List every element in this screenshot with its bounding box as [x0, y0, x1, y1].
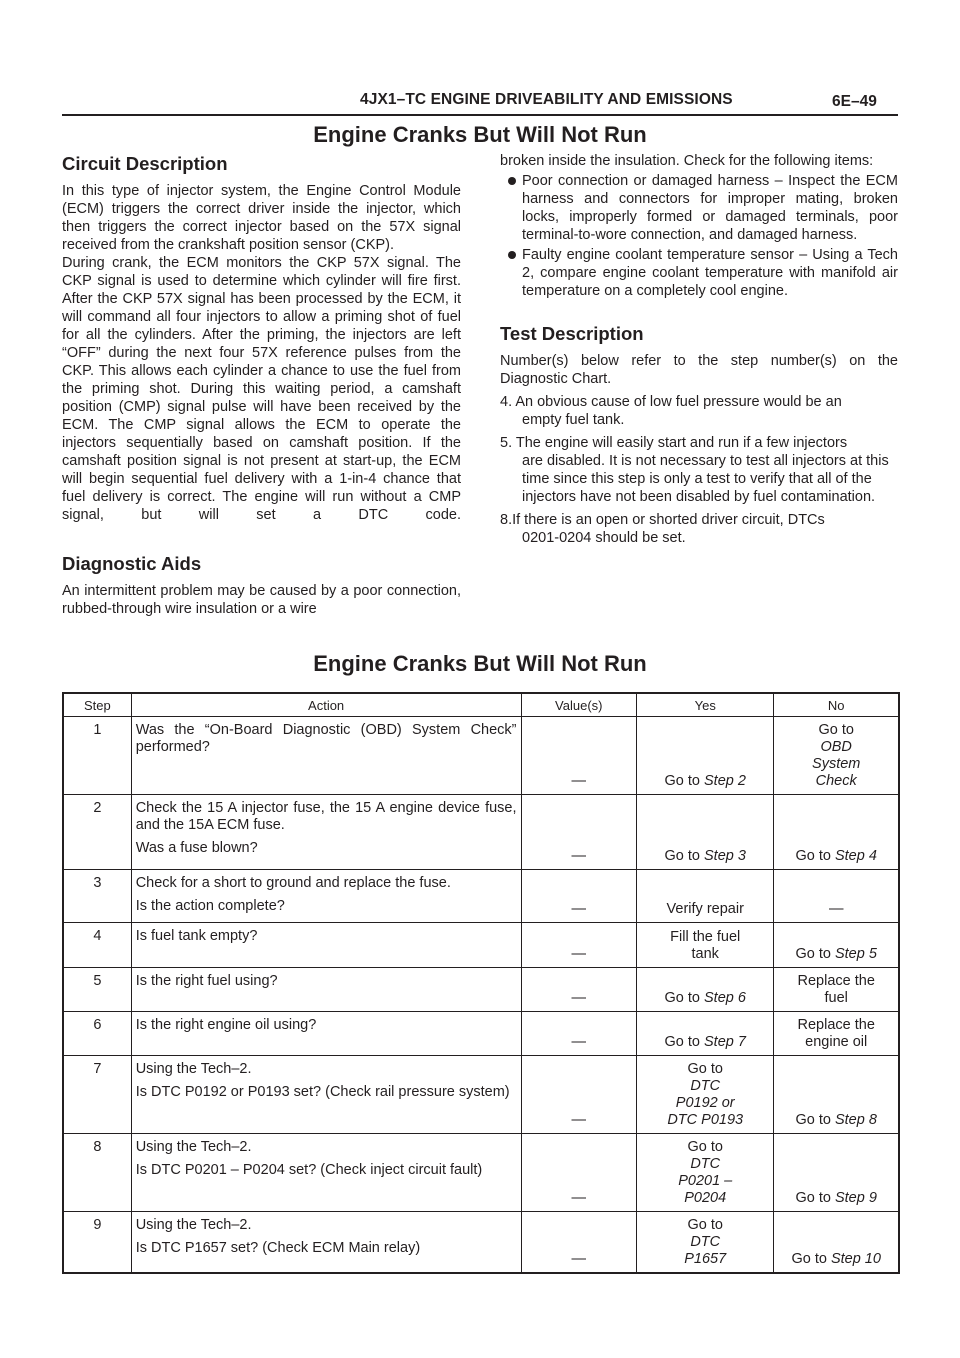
- step-link[interactable]: Step 9: [834, 1190, 877, 1206]
- item-text: 4. An obvious cause of low fuel pressure would be an: [500, 394, 842, 410]
- item-text: 5. The engine will easily start and run if a few injectors: [500, 435, 848, 451]
- table-row: [63, 1134, 899, 1212]
- action-text: Was the “On-Board Diagnostic (OBD) System Check” performed?: [135, 722, 517, 755]
- dtc-link[interactable]: P0192 or: [675, 1095, 735, 1111]
- value-cell: —: [521, 1012, 637, 1056]
- step-link[interactable]: Step 5: [834, 946, 877, 962]
- action-question: Is DTC P0192 or P0193 set? (Check rail pressure system): [135, 1084, 510, 1100]
- value-cell: —: [521, 1212, 637, 1274]
- yes-cell: [637, 1212, 774, 1274]
- no-cell: [774, 1056, 899, 1134]
- action-cell: [131, 1056, 521, 1134]
- no-text: Replace the: [797, 973, 875, 989]
- table-header-row: [63, 693, 899, 717]
- list-item-text: Faulty engine coolant temperature sensor – Using a Tech 2, compare engine coolant temperature with manifold air temperature on a completely cool engine.: [522, 247, 898, 299]
- yes-text: tank: [691, 946, 719, 962]
- table-row: [63, 717, 899, 795]
- step-number: 1: [63, 717, 131, 795]
- running-header-title: 4JX1–TC ENGINE DRIVEABILITY AND EMISSIONS: [360, 91, 733, 108]
- diagnostic-chart: [62, 692, 900, 1274]
- diagnostic-aids-list: [500, 172, 898, 300]
- go-to-text: Go to: [795, 946, 831, 962]
- no-cell: —: [774, 870, 899, 923]
- obd-check-link[interactable]: OBD: [820, 739, 852, 755]
- no-cell: [774, 795, 899, 870]
- action-question: Is DTC P0201 – P0204 set? (Check inject circuit fault): [135, 1162, 483, 1178]
- step-number: 7: [63, 1056, 131, 1134]
- go-to-text: Go to: [664, 773, 700, 789]
- action-text: Is fuel tank empty?: [135, 928, 258, 944]
- table-row: [63, 1056, 899, 1134]
- list-item-text: Poor connection or damaged harness – Inspect the ECM harness and connectors for improper mating, broken locks, improperly formed or damaged terminals, poor terminal-to-wore connection, and damaged harness.: [522, 173, 898, 243]
- yes-cell: Verify repair: [637, 870, 774, 923]
- action-text: Using the Tech–2.: [135, 1139, 252, 1155]
- no-cell: [774, 1012, 899, 1056]
- item-text: empty fuel tank.: [522, 412, 625, 428]
- item-text: are disabled. It is not necessary to test all injectors at this time since this step is only a test to verify that all of the injectors have not been disabled by fuel contamination.: [522, 453, 889, 505]
- diagnostic-aids-paragraph: An intermittent problem may be caused by a poor connection, rubbed-through wire insulation or a wire: [62, 583, 461, 617]
- action-cell: [131, 795, 521, 870]
- action-text: Is the right engine oil using?: [135, 1017, 317, 1033]
- action-text: Is the right fuel using?: [135, 973, 278, 989]
- value-cell: —: [521, 717, 637, 795]
- list-item: [500, 246, 898, 300]
- bullet-icon: [508, 177, 516, 185]
- value-cell: —: [521, 870, 637, 923]
- no-cell: [774, 717, 899, 795]
- bullet-icon: [508, 251, 516, 259]
- table-row: [63, 870, 899, 923]
- go-to-text: Go to: [664, 1034, 700, 1050]
- value-cell: —: [521, 1134, 637, 1212]
- page-title: Engine Cranks But Will Not Run: [313, 122, 647, 147]
- left-column: [62, 152, 461, 618]
- go-to-text: Go to: [795, 1112, 831, 1128]
- action-question: Was a fuse blown?: [135, 840, 258, 856]
- step-number: 5: [63, 968, 131, 1012]
- step-link[interactable]: Step 8: [834, 1112, 877, 1128]
- action-question: Is the action complete?: [135, 898, 285, 914]
- table-row: [63, 795, 899, 870]
- diagnostic-aids-heading: Diagnostic Aids: [62, 553, 202, 574]
- table-row: [63, 968, 899, 1012]
- yes-cell: [637, 1012, 774, 1056]
- value-cell: —: [521, 1056, 637, 1134]
- action-text: Check for a short to ground and replace the fuse.: [135, 875, 451, 891]
- yes-cell: [637, 968, 774, 1012]
- item-text: 8.If there is an open or shorted driver circuit, DTCs: [500, 512, 825, 528]
- step-number: 9: [63, 1212, 131, 1274]
- step-link[interactable]: Step 4: [834, 848, 877, 864]
- test-description-heading: Test Description: [500, 323, 644, 344]
- go-to-text: Go to: [664, 848, 700, 864]
- step-number: 4: [63, 923, 131, 968]
- step-number: 2: [63, 795, 131, 870]
- go-to-text: Go to: [795, 848, 831, 864]
- page-number: 6E–49: [832, 93, 877, 110]
- dtc-link[interactable]: DTC P0193: [667, 1112, 744, 1128]
- obd-check-link[interactable]: System: [812, 756, 861, 772]
- header-no: No: [774, 693, 899, 717]
- no-cell: [774, 923, 899, 968]
- step-link[interactable]: Step 6: [704, 990, 746, 1006]
- dtc-link[interactable]: DTC: [690, 1078, 721, 1094]
- no-text: engine oil: [805, 1034, 868, 1050]
- test-description-item-5: [500, 434, 898, 506]
- header-step: Step: [63, 693, 131, 717]
- header-yes: Yes: [637, 693, 774, 717]
- go-to-text: Go to: [687, 1217, 723, 1233]
- yes-cell: [637, 1134, 774, 1212]
- circuit-description-paragraph-2: During crank, the ECM monitors the CKP 57X signal. The CKP signal is used to determine which cylinder will fire first. After the CKP 57X signal has been processed by the ECM, it will command all four injectors to allow a priming shot of fuel for all the cylinders. After the priming, the injectors are left “OFF” during the next four 57X reference pulses from the CKP. This allows each cylinder a chance to use the fuel from the priming shot. During this waiting period, a camshaft position (CMP) signal pulse will have been received by the ECM. The CMP signal allows the ECM to operate the injectors sequentially based on camshaft position. If the camshaft position signal is not present at start-up, the ECM will begin sequential fuel delivery with a 1-in-4 chance that fuel delivery is correct. The engine will run without a CMP signal, but will set a DTC code.: [62, 255, 461, 523]
- header-action: Action: [131, 693, 521, 717]
- step-number: 3: [63, 870, 131, 923]
- table-row: [63, 923, 899, 968]
- action-question: Is DTC P1657 set? (Check ECM Main relay): [135, 1240, 421, 1256]
- value-cell: —: [521, 968, 637, 1012]
- go-to-text: Go to: [687, 1061, 723, 1077]
- dtc-link[interactable]: P0204: [684, 1190, 727, 1206]
- action-cell: [131, 1212, 521, 1274]
- no-cell: [774, 968, 899, 1012]
- go-to-text: Go to: [795, 1190, 831, 1206]
- value-cell: —: [521, 923, 637, 968]
- step-link[interactable]: Step 3: [704, 848, 746, 864]
- go-to-text: Go to: [791, 1251, 827, 1267]
- go-to-text: Go to: [687, 1139, 723, 1155]
- dtc-link[interactable]: P0201 –: [678, 1173, 733, 1189]
- action-cell: [131, 923, 521, 968]
- dtc-link[interactable]: P1657: [684, 1251, 727, 1267]
- table-row: [63, 1012, 899, 1056]
- action-cell: [131, 717, 521, 795]
- test-description-item-8: [500, 511, 898, 547]
- no-cell: [774, 1212, 899, 1274]
- yes-cell: [637, 1056, 774, 1134]
- table-row: [63, 1212, 899, 1274]
- table-title: Engine Cranks But Will Not Run: [313, 651, 647, 676]
- action-cell: [131, 1012, 521, 1056]
- step-number: 6: [63, 1012, 131, 1056]
- action-text: Using the Tech–2.: [135, 1217, 252, 1233]
- yes-cell: [637, 795, 774, 870]
- test-description-item-4: [500, 393, 898, 429]
- no-text: fuel: [824, 990, 848, 1006]
- action-text: Check the 15 A injector fuse, the 15 A engine device fuse, and the 15A ECM fuse.: [135, 800, 517, 833]
- action-text: Using the Tech–2.: [135, 1061, 252, 1077]
- item-text: 0201-0204 should be set.: [522, 530, 686, 546]
- action-cell: [131, 1134, 521, 1212]
- step-link[interactable]: Step 2: [704, 773, 746, 789]
- diagnostic-aids-continued: broken inside the insulation. Check for the following items:: [500, 153, 874, 169]
- no-text: Replace the: [797, 1017, 875, 1033]
- test-description-intro: Number(s) below refer to the step number(s) on the Diagnostic Chart.: [500, 353, 898, 387]
- no-cell: [774, 1134, 899, 1212]
- dtc-link[interactable]: DTC: [690, 1156, 721, 1172]
- dtc-link[interactable]: DTC: [690, 1234, 721, 1250]
- header-values: Value(s): [521, 693, 637, 717]
- value-cell: —: [521, 795, 637, 870]
- step-link[interactable]: Step 10: [830, 1251, 881, 1267]
- list-item: [500, 172, 898, 244]
- step-number: 8: [63, 1134, 131, 1212]
- step-link[interactable]: Step 7: [704, 1034, 746, 1050]
- go-to-text: Go to: [818, 722, 854, 738]
- action-cell: [131, 870, 521, 923]
- go-to-text: Go to: [664, 990, 700, 1006]
- action-cell: [131, 968, 521, 1012]
- circuit-description-paragraph-1: In this type of injector system, the Engine Control Module (ECM) triggers the correct driver inside the injector, which then triggers the correct injector based on the 57X signal received from the crankshaft position sensor (CKP).: [62, 183, 461, 253]
- header-rule: [62, 114, 898, 116]
- yes-text: Fill the fuel: [670, 929, 741, 945]
- obd-check-link[interactable]: Check: [815, 773, 857, 789]
- right-column: [500, 152, 898, 547]
- yes-cell: [637, 923, 774, 968]
- circuit-description-heading: Circuit Description: [62, 153, 228, 174]
- yes-cell: [637, 717, 774, 795]
